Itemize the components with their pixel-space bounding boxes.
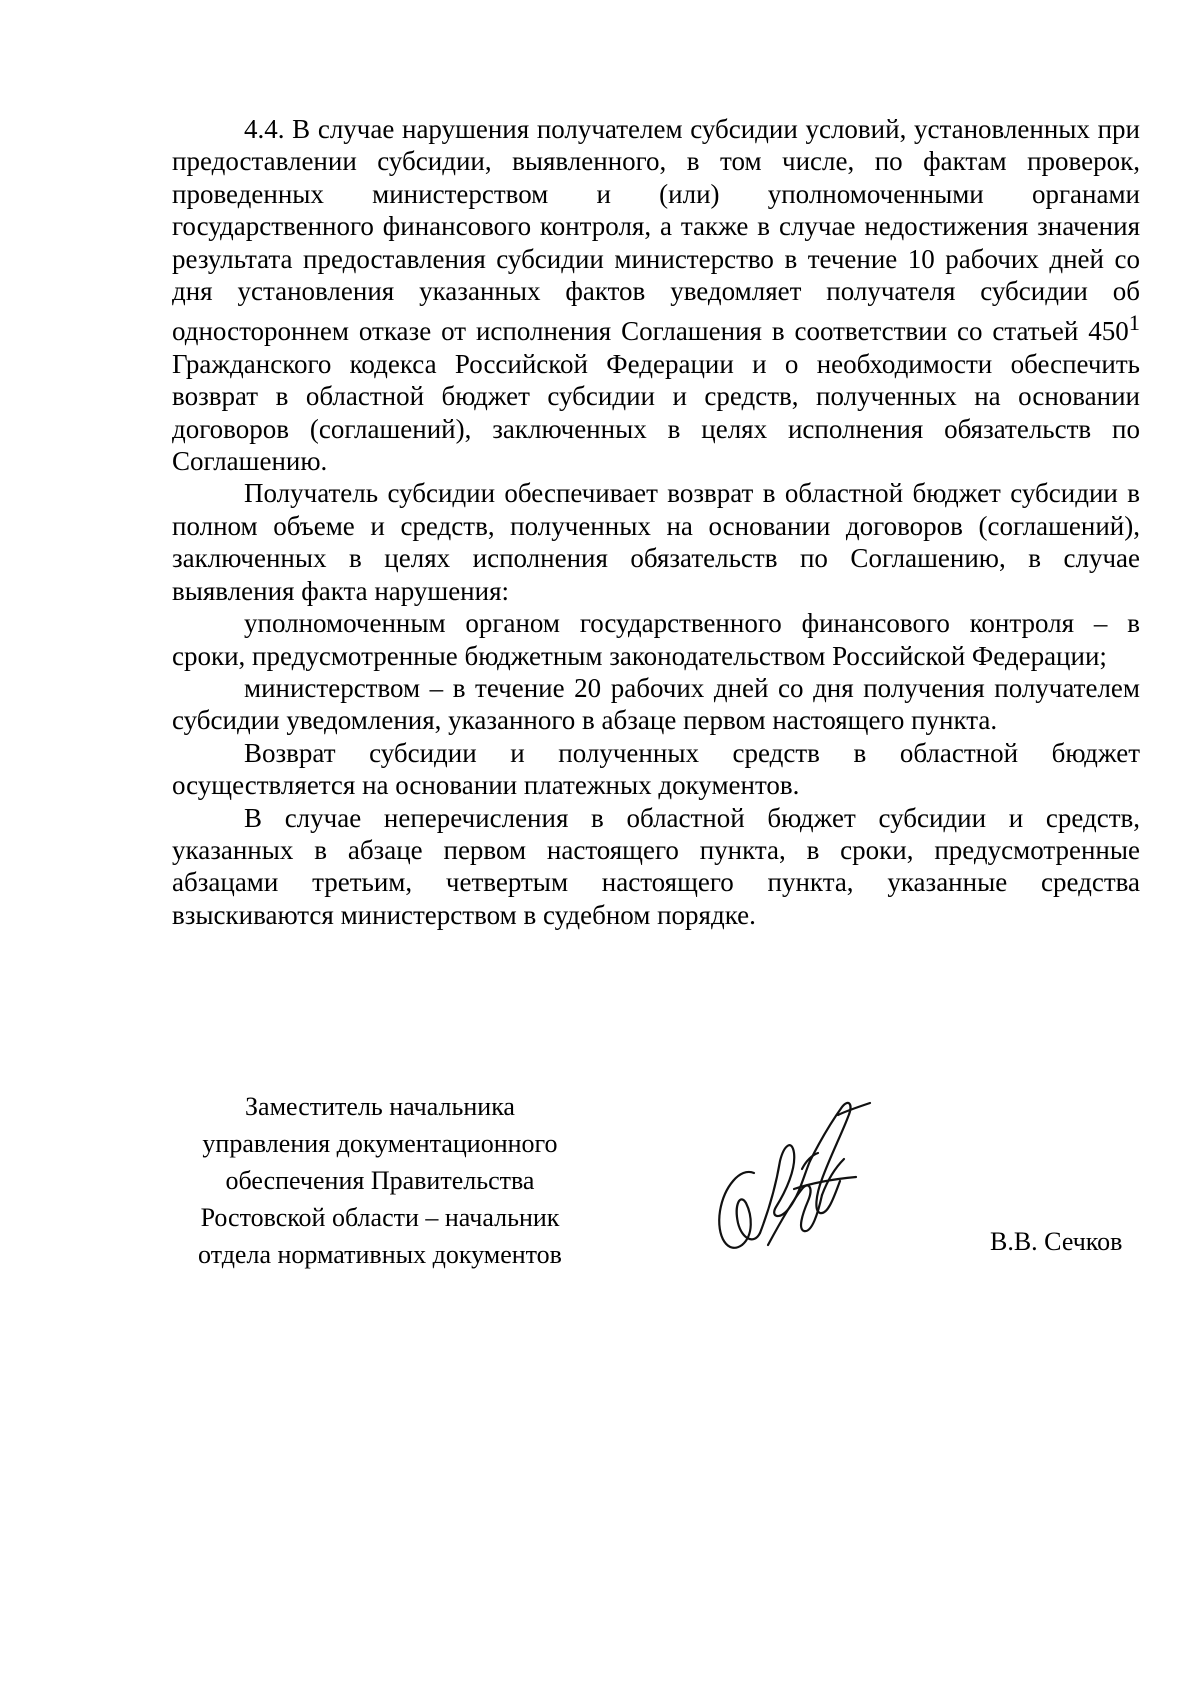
signer-position-line: Заместитель начальника [245, 1092, 515, 1121]
signer-name: В.В. Сечков [990, 1227, 1123, 1256]
handwritten-signature-icon [710, 1095, 880, 1260]
paragraph-4-4 [172, 113, 1140, 477]
paragraph-return-obligation: Получатель субсидии обеспечивает возврат в областной бюджет субсидии в полном объеме и средств, полученных на основании договоров (соглашений), заключенных в целях исполнения обязательств по Соглашению, в случае выявления факта нарушения: [172, 478, 1140, 606]
paragraph-court-recovery: В случае неперечисления в областной бюджет субсидии и средств, указанных в абзаце первом настоящего пункта, в сроки, предусмотренные абзацами третьим, четвертым настоящего пункта, указанные средства взыскиваются министерством в судебном порядке. [172, 802, 1140, 930]
document-body [172, 113, 1140, 931]
signer-position-line: обеспечения Правительства [225, 1166, 535, 1195]
signer-position [160, 1088, 600, 1273]
signer-position-line: отдела нормативных документов [198, 1240, 562, 1269]
paragraph-payment-documents: Возврат субсидии и полученных средств в областной бюджет осуществляется на основании платежных документов. [172, 737, 1140, 801]
paragraph-4-4-text-start: 4.4. В случае нарушения получателем субсидии условий, установленных при предоставлении субсидии, выявленного, в том числе, по фактам проверок, проведенных министерством и (или) уполномоченными органами государственного финансового контроля, а также в случае недостижения значения результата предоставления субсидии министерство в течение 10 рабочих дней со дня установления указанных фактов уведомляет получателя субсидии об одностороннем отказе от исполнения Соглашения в соответствии со статьей 450 [172, 114, 1140, 347]
signer-position-line: Ростовской области – начальник [200, 1203, 560, 1232]
paragraph-control-authority: уполномоченным органом государственного финансового контроля – в сроки, предусмотренные бюджетным законодательством Российской Федерации; [172, 608, 1140, 671]
article-superscript: 1 [1128, 310, 1140, 336]
signer-position-line: управления документационного [202, 1129, 558, 1158]
paragraph-4-4-text-end: Гражданского кодекса Российской Федерации и о необходимости обеспечить возврат в областной бюджет субсидии и средств, полученных на основании договоров (соглашений), заключенных в целях исполнения обязательств по Соглашению. [172, 348, 1140, 477]
paragraph-ministry-term: министерством – в течение 20 рабочих дней со дня получения получателем субсидии уведомления, указанного в абзаце первом настоящего пункта. [172, 672, 1140, 736]
